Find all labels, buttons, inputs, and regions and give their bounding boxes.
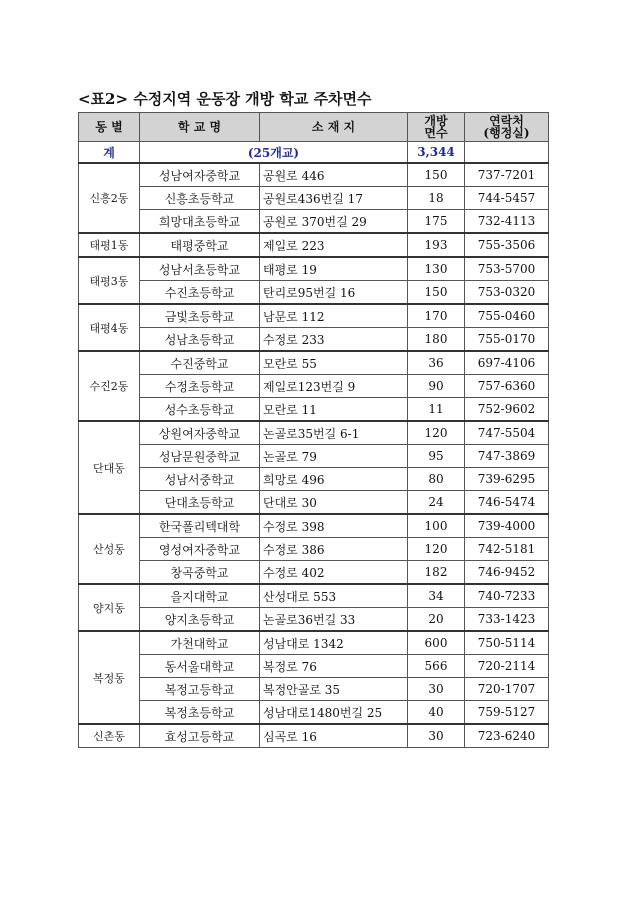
parking-spaces-cell: 34 (408, 584, 465, 608)
header-spaces-line1: 개방 (424, 114, 448, 128)
school-name-cell: 효성고등학교 (140, 724, 260, 748)
contact-phone-cell: 733-1423 (465, 608, 549, 632)
parking-spaces-cell: 150 (408, 281, 465, 305)
dong-cell: 수진2동 (79, 351, 140, 421)
school-name-cell: 단대초등학교 (140, 491, 260, 515)
contact-phone-cell: 753-5700 (465, 257, 549, 281)
school-name-cell: 성수초등학교 (140, 398, 260, 422)
header-contact (465, 113, 549, 142)
school-name-cell: 을지대학교 (140, 584, 260, 608)
table-row (79, 351, 549, 375)
parking-spaces-cell: 182 (408, 561, 465, 585)
contact-phone-cell: 746-9452 (465, 561, 549, 585)
header-spaces-line2: 면수 (424, 126, 448, 140)
school-name-cell: 동서울대학교 (140, 655, 260, 678)
parking-spaces-cell: 95 (408, 445, 465, 468)
address-cell: 성남대로 1342 (260, 631, 408, 655)
table-row (79, 187, 549, 210)
table-row (79, 584, 549, 608)
dong-cell: 양지동 (79, 584, 140, 631)
table-row (79, 701, 549, 725)
address-cell: 논골로 79 (260, 445, 408, 468)
contact-phone-cell: 755-0170 (465, 328, 549, 352)
address-cell: 수정로 398 (260, 514, 408, 538)
contact-phone-cell: 747-3869 (465, 445, 549, 468)
address-cell: 제일로 223 (260, 233, 408, 257)
header-contact-line1: 연락처 (489, 114, 524, 128)
school-name-cell: 성남여자중학교 (140, 163, 260, 187)
dong-cell: 산성동 (79, 514, 140, 584)
header-contact-line2: (행정실) (483, 126, 530, 140)
parking-spaces-cell: 566 (408, 655, 465, 678)
contact-phone-cell: 720-1707 (465, 678, 549, 701)
contact-phone-cell: 740-7233 (465, 584, 549, 608)
contact-phone-cell: 746-5474 (465, 491, 549, 515)
school-name-cell: 수진초등학교 (140, 281, 260, 305)
address-cell: 희망로 496 (260, 468, 408, 491)
dong-cell: 신흥2동 (79, 163, 140, 233)
school-name-cell: 성남서초등학교 (140, 257, 260, 281)
table-row (79, 631, 549, 655)
header-row (79, 113, 549, 142)
address-cell: 공원로436번길 17 (260, 187, 408, 210)
contact-phone-cell: 759-5127 (465, 701, 549, 725)
address-cell: 모란로 55 (260, 351, 408, 375)
address-cell: 모란로 11 (260, 398, 408, 422)
parking-spaces-cell: 130 (408, 257, 465, 281)
total-row (79, 142, 549, 164)
table-row (79, 655, 549, 678)
total-spaces: 3,344 (408, 142, 465, 164)
header-address: 소 재 지 (260, 113, 408, 142)
school-name-cell: 신흥초등학교 (140, 187, 260, 210)
parking-spaces-cell: 30 (408, 678, 465, 701)
address-cell: 제일로123번길 9 (260, 375, 408, 398)
address-cell: 단대로 30 (260, 491, 408, 515)
table-row (79, 678, 549, 701)
dong-cell: 태평1동 (79, 233, 140, 257)
school-name-cell: 태평중학교 (140, 233, 260, 257)
address-cell: 성남대로1480번길 25 (260, 701, 408, 725)
address-cell: 논골로36번길 33 (260, 608, 408, 632)
contact-phone-cell: 755-0460 (465, 304, 549, 328)
table-row (79, 421, 549, 445)
address-cell: 복정로 76 (260, 655, 408, 678)
contact-phone-cell: 720-2114 (465, 655, 549, 678)
school-name-cell: 성남서중학교 (140, 468, 260, 491)
header-spaces (408, 113, 465, 142)
school-name-cell: 금빛초등학교 (140, 304, 260, 328)
table-row (79, 561, 549, 585)
document-title: <표2> 수정지역 운동장 개방 학교 주차면수 (78, 90, 372, 108)
parking-spaces-cell: 193 (408, 233, 465, 257)
dong-cell: 복정동 (79, 631, 140, 724)
address-cell: 수정로 402 (260, 561, 408, 585)
contact-phone-cell: 697-4106 (465, 351, 549, 375)
parking-spaces-cell: 90 (408, 375, 465, 398)
parking-spaces-cell: 20 (408, 608, 465, 632)
address-cell: 탄리로95번길 16 (260, 281, 408, 305)
parking-spaces-cell: 30 (408, 724, 465, 748)
parking-spaces-cell: 180 (408, 328, 465, 352)
dong-cell: 태평4동 (79, 304, 140, 351)
total-contact-empty (465, 142, 549, 164)
school-name-cell: 영성여자중학교 (140, 538, 260, 561)
parking-spaces-cell: 600 (408, 631, 465, 655)
table-row (79, 304, 549, 328)
header-dong: 동 별 (79, 113, 140, 142)
parking-spaces-cell: 24 (408, 491, 465, 515)
address-cell: 공원로 446 (260, 163, 408, 187)
parking-spaces-cell: 18 (408, 187, 465, 210)
parking-spaces-cell: 40 (408, 701, 465, 725)
school-name-cell: 희망대초등학교 (140, 210, 260, 234)
contact-phone-cell: 747-5504 (465, 421, 549, 445)
address-cell: 복정안골로 35 (260, 678, 408, 701)
parking-spaces-cell: 150 (408, 163, 465, 187)
address-cell: 공원로 370번길 29 (260, 210, 408, 234)
school-name-cell: 성남문원중학교 (140, 445, 260, 468)
contact-phone-cell: 753-0320 (465, 281, 549, 305)
school-name-cell: 가천대학교 (140, 631, 260, 655)
dong-cell: 단대동 (79, 421, 140, 514)
total-school-count: (25개교) (140, 142, 408, 164)
school-name-cell: 성남초등학교 (140, 328, 260, 352)
address-cell: 산성대로 553 (260, 584, 408, 608)
parking-spaces-cell: 80 (408, 468, 465, 491)
school-name-cell: 양지초등학교 (140, 608, 260, 632)
parking-spaces-cell: 11 (408, 398, 465, 422)
contact-phone-cell: 744-5457 (465, 187, 549, 210)
contact-phone-cell: 732-4113 (465, 210, 549, 234)
address-cell: 태평로 19 (260, 257, 408, 281)
table-row (79, 257, 549, 281)
contact-phone-cell: 742-5181 (465, 538, 549, 561)
header-school: 학 교 명 (140, 113, 260, 142)
table-row (79, 233, 549, 257)
table-row (79, 445, 549, 468)
contact-phone-cell: 739-6295 (465, 468, 549, 491)
address-cell: 수정로 233 (260, 328, 408, 352)
contact-phone-cell: 739-4000 (465, 514, 549, 538)
parking-spaces-cell: 36 (408, 351, 465, 375)
school-name-cell: 수정초등학교 (140, 375, 260, 398)
school-name-cell: 창곡중학교 (140, 561, 260, 585)
school-name-cell: 수진중학교 (140, 351, 260, 375)
table-row (79, 608, 549, 632)
dong-cell: 태평3동 (79, 257, 140, 304)
parking-spaces-cell: 120 (408, 421, 465, 445)
table-row (79, 538, 549, 561)
parking-spaces-cell: 170 (408, 304, 465, 328)
parking-spaces-cell: 100 (408, 514, 465, 538)
contact-phone-cell: 750-5114 (465, 631, 549, 655)
contact-phone-cell: 723-6240 (465, 724, 549, 748)
table-row (79, 328, 549, 352)
dong-cell: 신촌동 (79, 724, 140, 748)
table-row (79, 375, 549, 398)
table-row (79, 163, 549, 187)
contact-phone-cell: 737-7201 (465, 163, 549, 187)
address-cell: 논골로35번길 6-1 (260, 421, 408, 445)
school-name-cell: 상원여자중학교 (140, 421, 260, 445)
school-name-cell: 한국폴리텍대학 (140, 514, 260, 538)
table-body (79, 142, 549, 748)
school-name-cell: 복정초등학교 (140, 701, 260, 725)
parking-table (78, 112, 549, 748)
address-cell: 심곡로 16 (260, 724, 408, 748)
table-row (79, 491, 549, 515)
parking-spaces-cell: 120 (408, 538, 465, 561)
contact-phone-cell: 752-9602 (465, 398, 549, 422)
table-row (79, 514, 549, 538)
table-row (79, 468, 549, 491)
contact-phone-cell: 757-6360 (465, 375, 549, 398)
total-label: 계 (79, 142, 140, 164)
table-row (79, 398, 549, 422)
table-row (79, 281, 549, 305)
address-cell: 남문로 112 (260, 304, 408, 328)
table-row (79, 724, 549, 748)
contact-phone-cell: 755-3506 (465, 233, 549, 257)
parking-spaces-cell: 175 (408, 210, 465, 234)
school-name-cell: 복정고등학교 (140, 678, 260, 701)
address-cell: 수정로 386 (260, 538, 408, 561)
table-row (79, 210, 549, 234)
